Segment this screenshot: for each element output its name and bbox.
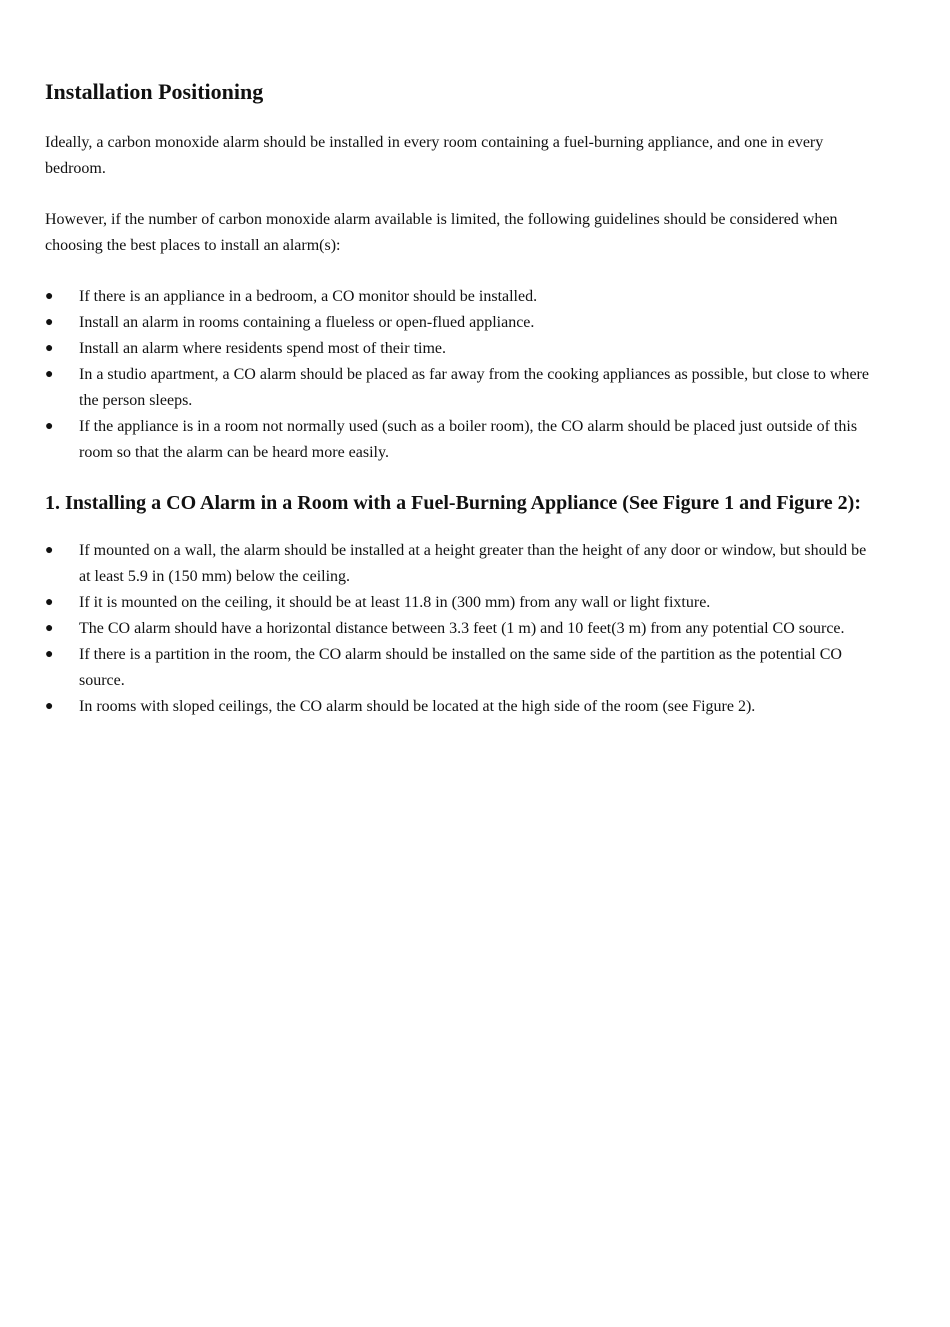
- list-item-text: In a studio apartment, a CO alarm should be placed as far away from the cooking appliances as possible, but close to where the person sleeps.: [79, 366, 869, 409]
- section-title-installation-positioning: Installation Positioning: [45, 79, 264, 104]
- list-item-text: Install an alarm where residents spend most of their time.: [79, 340, 447, 357]
- list-item: [45, 310, 875, 336]
- list-item-text: The CO alarm should have a horizontal distance between 3.3 feet (1 m) and 10 feet(3 m) from any potential CO source.: [79, 620, 845, 637]
- installation-rules-list: [45, 538, 875, 720]
- bullet-icon: ●: [45, 367, 54, 382]
- intro-paragraph: Ideally, a carbon monoxide alarm should be installed in every room containing a fuel-burning appliance, and one in every bedroom.: [45, 134, 824, 177]
- list-item: [45, 284, 875, 310]
- document-page: [45, 78, 875, 720]
- list-item-text: Install an alarm in rooms containing a flueless or open-flued appliance.: [79, 314, 535, 331]
- bullet-icon: ●: [45, 647, 54, 662]
- bullet-icon: ●: [45, 621, 54, 636]
- list-item-text: If the appliance is in a room not normally used (such as a boiler room), the CO alarm should be placed just outside of this room so that the alarm can be heard more easily.: [79, 418, 858, 461]
- list-item-text: If it is mounted on the ceiling, it should be at least 11.8 in (300 mm) from any wall or light fixture.: [79, 594, 711, 611]
- list-item: [45, 590, 875, 616]
- list-item-text: If mounted on a wall, the alarm should be installed at a height greater than the height of any door or window, but should be at least 5.9 in (150 mm) below the ceiling.: [79, 542, 867, 585]
- list-item: [45, 362, 875, 414]
- guidelines-list: [45, 284, 875, 466]
- bullet-icon: ●: [45, 699, 54, 714]
- bullet-icon: ●: [45, 289, 54, 304]
- list-item: [45, 642, 875, 694]
- list-item: [45, 694, 875, 720]
- list-item: [45, 538, 875, 590]
- bullet-icon: ●: [45, 315, 54, 330]
- section-title-fuel-burning-appliance: 1. Installing a CO Alarm in a Room with a Fuel-Burning Appliance (See Figure 1 and Figure 2):: [45, 492, 861, 514]
- bullet-icon: ●: [45, 419, 54, 434]
- list-item-text: In rooms with sloped ceilings, the CO alarm should be located at the high side of the room (see Figure 2).: [79, 698, 756, 715]
- bullet-icon: ●: [45, 595, 54, 610]
- list-item: [45, 616, 875, 642]
- bullet-icon: ●: [45, 543, 54, 558]
- list-item: [45, 414, 875, 466]
- list-item-text: If there is a partition in the room, the CO alarm should be installed on the same side of the partition as the potential CO source.: [79, 646, 842, 689]
- list-item-text: If there is an appliance in a bedroom, a CO monitor should be installed.: [79, 288, 538, 305]
- bullet-icon: ●: [45, 341, 54, 356]
- guidelines-paragraph: However, if the number of carbon monoxide alarm available is limited, the following guidelines should be considered when choosing the best places to install an alarm(s):: [45, 211, 838, 254]
- list-item: [45, 336, 875, 362]
